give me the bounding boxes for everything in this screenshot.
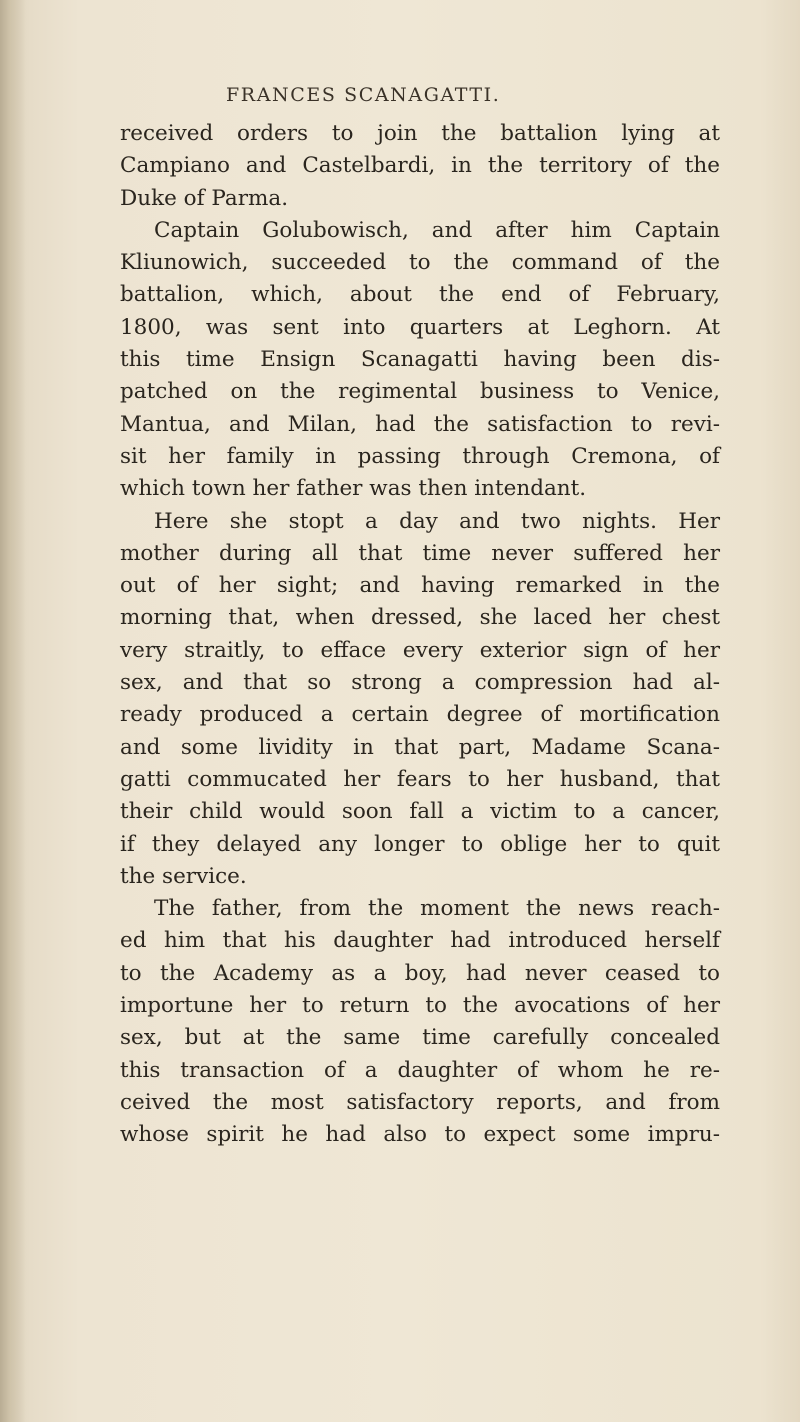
- text-line: whose spirit he had also to expect some impru-: [120, 1122, 720, 1148]
- text-line: if they delayed any longer to oblige her to quit: [120, 831, 720, 857]
- text-line: ready produced a certain degree of mortification: [120, 702, 720, 728]
- body-text: [120, 118, 720, 1152]
- text-line: Mantua, and Milan, had the satisfaction to revi-: [120, 411, 720, 437]
- text-line: out of her sight; and having remarked in the: [120, 573, 720, 599]
- paragraph-start-line: The father, from the moment the news reach-: [154, 896, 720, 922]
- text-line: received orders to join the battalion lying at: [120, 121, 720, 146]
- text-line: sex, but at the same time carefully concealed: [120, 1025, 720, 1051]
- text-line: battalion, which, about the end of February,: [120, 282, 720, 308]
- text-line: Campiano and Castelbardi, in the territory of the: [120, 153, 720, 179]
- text-line: morning that, when dressed, she laced her chest: [120, 605, 720, 631]
- text-line: and some lividity in that part, Madame Scana-: [120, 734, 720, 760]
- text-line: the service.: [120, 863, 247, 889]
- text-line: this transaction of a daughter of whom he re-: [120, 1057, 720, 1083]
- page-gutter-shadow: [0, 0, 26, 1422]
- text-line: 1800, was sent into quarters at Leghorn. At: [120, 314, 720, 340]
- text-line: which town her father was then intendant.: [120, 476, 587, 502]
- text-line: to the Academy as a boy, had never ceased to: [120, 960, 720, 986]
- text-line: importune her to return to the avocations of her: [120, 993, 720, 1019]
- text-line: sex, and that so strong a compression had al-: [120, 670, 720, 696]
- paragraph-start-line: Captain Golubowisch, and after him Captain: [154, 217, 720, 243]
- text-line: ed him that his daughter had introduced herself: [120, 928, 720, 954]
- text-line: mother during all that time never suffered her: [120, 540, 720, 566]
- text-line: this time Ensign Scanagatti having been dis-: [120, 347, 720, 373]
- text-line: gatti commucated her fears to her husband, that: [120, 766, 720, 792]
- running-header: FRANCES SCANAGATTI.: [226, 84, 501, 106]
- text-line: ceived the most satisfactory reports, and from: [120, 1089, 720, 1115]
- text-line: Kliunowich, succeeded to the command of the: [120, 250, 720, 276]
- text-line: their child would soon fall a victim to a cancer,: [120, 799, 720, 825]
- text-line: Duke of Parma.: [120, 185, 289, 211]
- paragraph-start-line: Here she stopt a day and two nights. Her: [154, 508, 720, 534]
- text-line: sit her family in passing through Cremona, of: [120, 443, 720, 469]
- text-line: patched on the regimental business to Venice,: [120, 379, 720, 405]
- text-line: very straitly, to efface every exterior sign of her: [120, 637, 720, 663]
